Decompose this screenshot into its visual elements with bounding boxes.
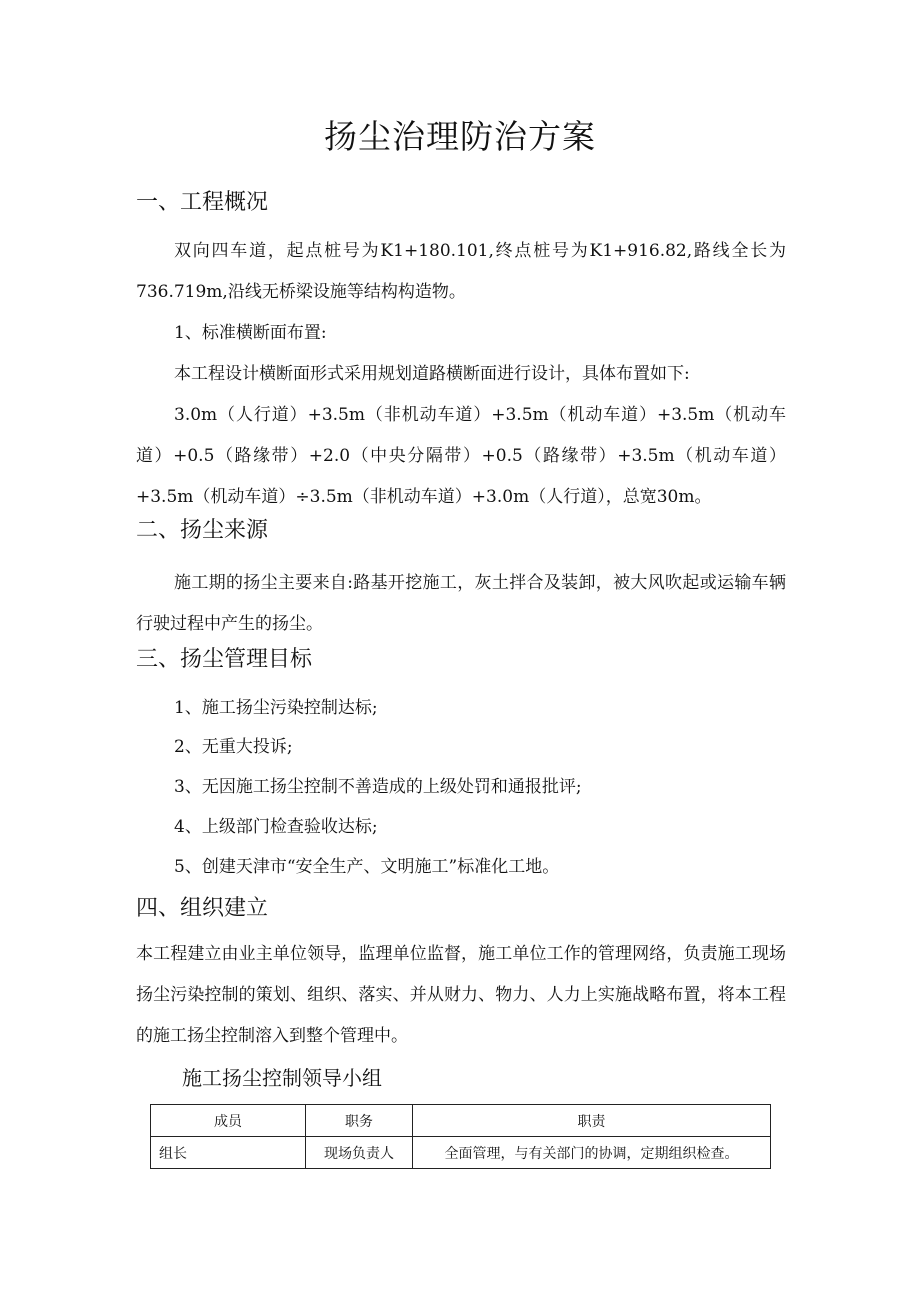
- table-header-row: [151, 1105, 771, 1137]
- goal-item: 5、创建天津市“安全生产、文明施工”标准化工地。: [174, 857, 560, 877]
- column-header-position: 职务: [306, 1105, 413, 1137]
- leadership-group-table: [150, 1104, 771, 1169]
- cross-section-description: 本工程设计横断面形式采用规划道路横断面进行设计，具体布置如下:: [174, 364, 690, 384]
- cell-duty: 全面管理，与有关部门的协调，定期组织检查。: [413, 1137, 771, 1169]
- goal-item: 4、上级部门检查验收达标;: [174, 817, 378, 837]
- cross-section-subheading: 1、标准横断面布置:: [174, 323, 327, 343]
- table-title: 施工扬尘控制领导小组: [182, 1066, 382, 1090]
- cell-member: 组长: [151, 1137, 306, 1169]
- column-header-duty: 职责: [413, 1105, 771, 1137]
- section-heading-dust-source: 二、扬尘来源: [136, 518, 269, 543]
- cell-position: 现场负责人: [306, 1137, 413, 1169]
- section-heading-organization: 四、组织建立: [136, 896, 269, 921]
- overview-intro-paragraph: 双向四车道，起点桩号为K1+180.101,终点桩号为K1+916.82,路线全长为736.719m,沿线无桥梁设施等结构构造物。: [136, 241, 786, 302]
- section-heading-management-goals: 三、扬尘管理目标: [136, 647, 313, 672]
- document-title: 扬尘治理防治方案: [324, 117, 596, 156]
- goal-item: 3、无因施工扬尘控制不善造成的上级处罚和通报批评;: [174, 777, 582, 797]
- goal-item: 1、施工扬尘污染控制达标;: [174, 698, 378, 718]
- section-heading-overview: 一、工程概况: [136, 190, 269, 215]
- cross-section-layout-paragraph: 3.0m（人行道）+3.5m（非机动车道）+3.5m（机动车道）+3.5m（机动车道）+0.5（路缘带）+2.0（中央分隔带）+0.5（路缘带）+3.5m（机动车道）+3.5m（机动车道）÷3.5m（非机动车道）+3.0m（人行道），总宽30m。: [136, 405, 786, 507]
- table-row: [151, 1137, 771, 1169]
- organization-paragraph: 本工程建立由业主单位领导，监理单位监督，施工单位工作的管理网络，负责施工现场扬尘污染控制的策划、组织、落实、并从财力、物力、人力上实施战略布置，将本工程的施工扬尘控制溶入到整个管理中。: [136, 944, 786, 1046]
- goal-item: 2、无重大投诉;: [174, 737, 293, 757]
- column-header-member: 成员: [151, 1105, 306, 1137]
- dust-source-paragraph: 施工期的扬尘主要来自:路基开挖施工，灰土拌合及装卸，被大风吹起或运输车辆行驶过程中产生的扬尘。: [136, 573, 786, 634]
